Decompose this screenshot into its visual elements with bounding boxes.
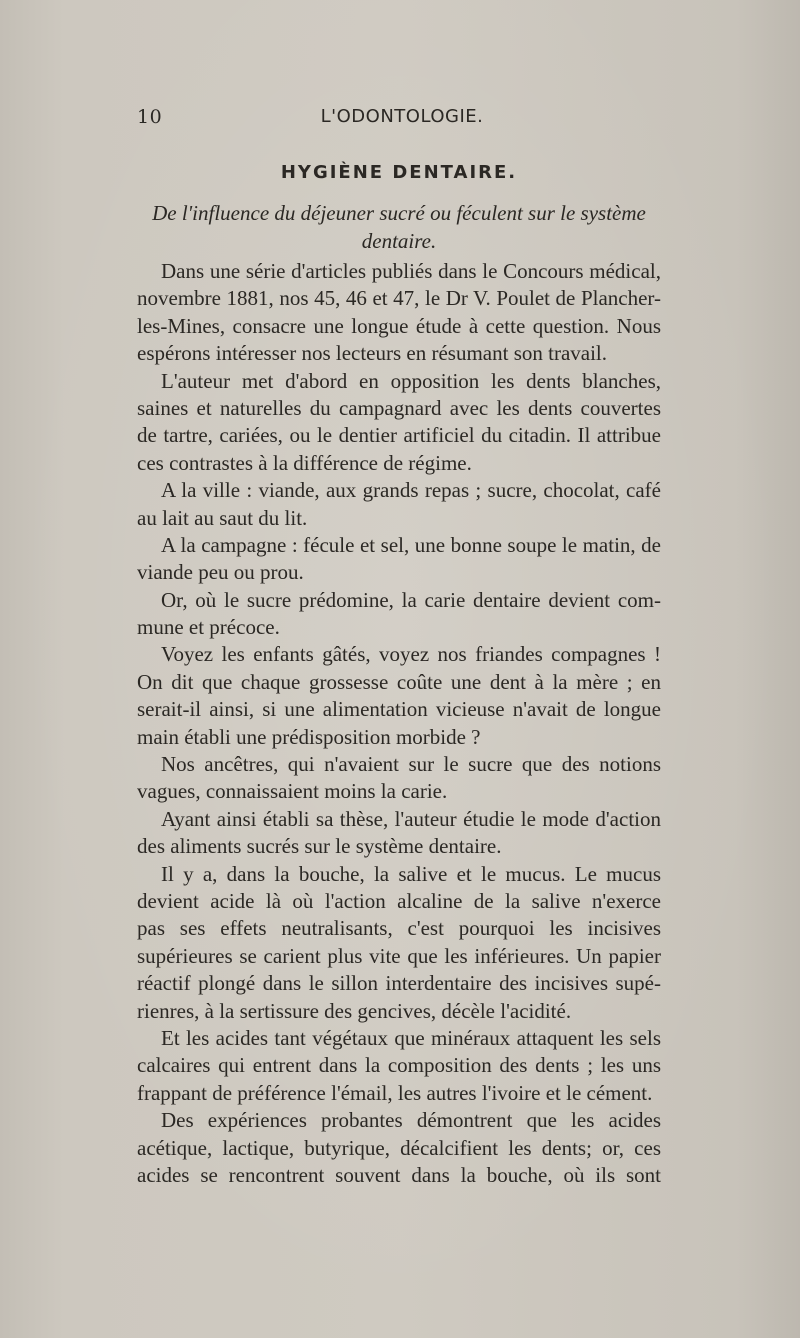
paragraph [137, 368, 661, 478]
text-line: calcaires qui entrent dans la composition des dents ; les uns [137, 1053, 661, 1078]
text-line: saines et naturelles du campagnard avec les dents couvertes [137, 395, 661, 420]
text-line: main établi une prédisposition morbide ? [137, 724, 481, 749]
text-line: rienres, à la sertissure des gencives, décèle l'acidité. [137, 998, 572, 1023]
paragraph [137, 532, 661, 587]
paragraph [137, 1107, 661, 1189]
article-body [137, 258, 661, 1189]
paragraph [137, 861, 661, 1025]
subtitle-line: De l'influence du déjeuner sucré ou féculent sur le système [152, 201, 646, 225]
section-title: HYGIÈNE DENTAIRE. [280, 162, 518, 183]
text-line: L'auteur met d'abord en opposition les dents blanches, [161, 368, 661, 393]
text-line: Des expériences probantes démontrent que les acides [161, 1108, 661, 1133]
text-line: A la ville : viande, aux grands repas ; sucre, chocolat, café [161, 478, 661, 503]
paragraph [137, 641, 661, 751]
text-line: les-Mines, consacre une longue étude à cette question. Nous [137, 313, 661, 338]
text-line: Dans une série d'articles publiés dans le Concours médical, [161, 259, 661, 283]
text-line: novembre 1881, nos 45, 46 et 47, le Dr V. Poulet de Plancher- [137, 286, 661, 311]
article-subtitle [137, 199, 661, 255]
text-line: espérons intéresser nos lecteurs en résumant son travail. [137, 341, 608, 366]
text-line: acides se rencontrent souvent dans la bouche, où ils sont [137, 1162, 661, 1187]
text-line: de tartre, cariées, ou le dentier artificiel du citadin. Il attribue [137, 423, 661, 448]
paragraph [137, 258, 661, 368]
text-line: réactif plongé dans le sillon interdentaire des incisives supé- [137, 971, 661, 996]
text-line: A la campagne : fécule et sel, une bonne soupe le matin, de [161, 532, 661, 557]
text-line: mune et précoce. [137, 615, 280, 640]
paragraph [137, 1025, 661, 1107]
page-number: 10 [137, 106, 163, 128]
text-line: On dit que chaque grossesse coûte une dent à la mère ; en [137, 669, 661, 694]
text-line: supérieures se carient plus vite que les inférieures. Un papier [137, 943, 661, 968]
text-line: Et les acides tant végétaux que minéraux attaquent les sels [161, 1025, 661, 1050]
paragraph [137, 751, 661, 806]
text-line: serait-il ainsi, si une alimentation vicieuse n'avait de longue [137, 697, 661, 722]
paragraph [137, 477, 661, 532]
text-line: Nos ancêtres, qui n'avaient sur le sucre que des notions [161, 752, 661, 777]
text-line: viande peu ou prou. [137, 560, 304, 585]
text-line: acétique, lactique, butyrique, décalcifient les dents; or, ces [137, 1135, 661, 1160]
paragraph [137, 587, 661, 642]
running-title: L'ODONTOLOGIE. [320, 106, 484, 127]
text-line: devient acide là où l'action alcaline de la salive n'exerce [137, 888, 661, 913]
text-line: frappant de préférence l'émail, les autres l'ivoire et le cément. [137, 1080, 653, 1105]
text-line: Ayant ainsi établi sa thèse, l'auteur étudie le mode d'action [161, 806, 661, 831]
text-line: des aliments sucrés sur le système dentaire. [137, 834, 502, 859]
page-header [137, 106, 667, 136]
text-line: au lait au saut du lit. [137, 505, 308, 530]
text-line: pas ses effets neutralisants, c'est pourquoi les incisives [137, 916, 661, 941]
text-line: Or, où le sucre prédomine, la carie dentaire devient com- [161, 587, 661, 612]
text-line: ces contrastes à la différence de régime. [137, 450, 472, 475]
text-line: Voyez les enfants gâtés, voyez nos friandes compagnes ! [161, 642, 661, 667]
text-line: Il y a, dans la bouche, la salive et le mucus. Le mucus [161, 861, 661, 886]
paragraph [137, 806, 661, 861]
text-line: vagues, connaissaient moins la carie. [137, 779, 448, 804]
subtitle-line: dentaire. [361, 229, 437, 253]
